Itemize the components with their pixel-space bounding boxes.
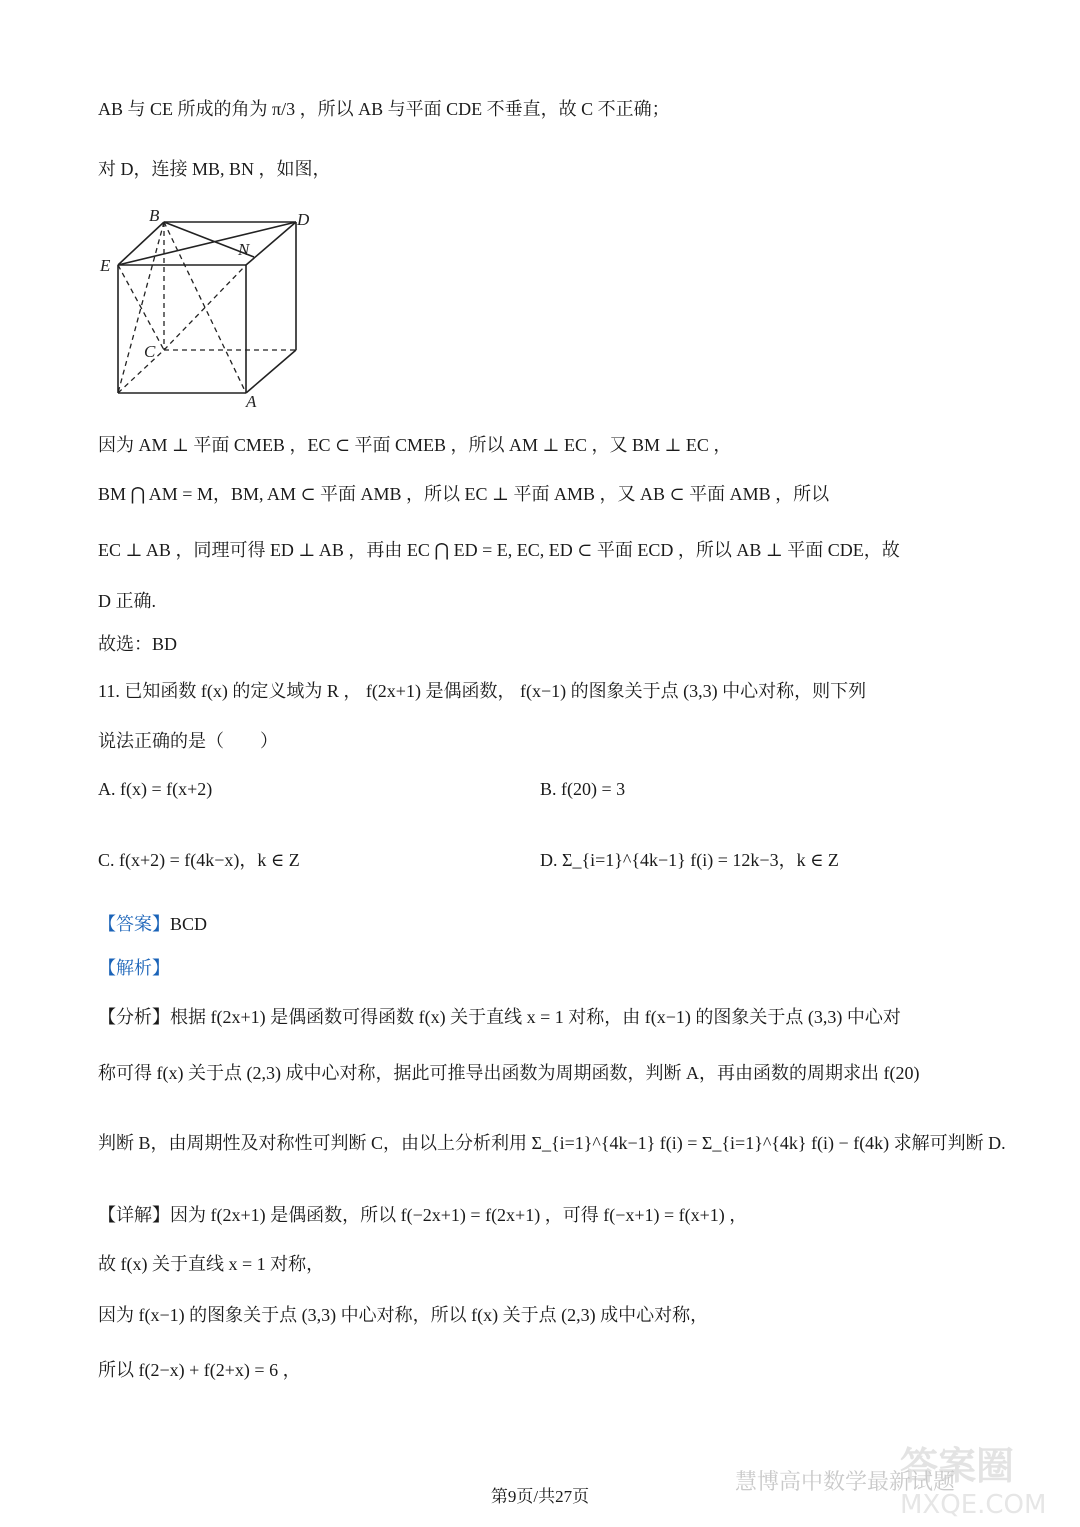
analysis-line: 称可得 f(x) 关于点 (2,3) 成中心对称，据此可推导出函数为周期函数，判断 A，再由函数的周期求出 f(20) <box>98 1063 920 1083</box>
detail-line <box>98 1202 747 1228</box>
option-d: D. Σ_{i=1}^{4k−1} f(i) = 12k−3，k ∈ Z <box>540 850 839 870</box>
analysis-tag: 【分析】 <box>98 1007 170 1027</box>
label-d: D <box>297 210 310 229</box>
analysis-line: 判断 B，由周期性及对称性可判断 C，由以上分析利用 Σ_{i=1}^{4k−1} f(i) = Σ_{i=1}^{4k} f(i) − f(4k) 求解可判断 D. <box>98 1133 1006 1153</box>
text-line: EC ⊥ AB ，同理可得 ED ⊥ AB ，再由 EC ⋂ ED = E, EC, ED ⊂ 平面 ECD ，所以 AB ⊥ 平面 CDE，故 <box>98 540 900 560</box>
text-line: AB 与 CE 所成的角为 π/3 ，所以 AB 与平面 CDE 不垂直，故 C 不正确； <box>98 99 670 119</box>
detail-line: 因为 f(x−1) 的图象关于点 (3,3) 中心对称，所以 f(x) 关于点 (2,3) 成中心对称， <box>98 1305 709 1325</box>
option-b: B. f(20) = 3 <box>540 779 626 799</box>
text-line: 因为 AM ⊥ 平面 CMEB ，EC ⊂ 平面 CMEB ，所以 AM ⊥ EC ，又 BM ⊥ EC ， <box>98 435 732 455</box>
analysis-line <box>98 1004 901 1030</box>
question-stem: 说法正确的是（ ） <box>98 731 278 751</box>
watermark-site: MXQE.COM <box>900 1490 1047 1520</box>
answer-line <box>98 911 207 937</box>
text-line: 对 D，连接 MB, BN ，如图， <box>98 159 331 179</box>
analysis-text: 根据 f(2x+1) 是偶函数可得函数 f(x) 关于直线 x = 1 对称，由 f(x−1) 的图象关于点 (3,3) 中心对 <box>170 1007 901 1027</box>
option-c: C. f(x+2) = f(4k−x)，k ∈ Z <box>98 850 300 870</box>
label-b: B <box>149 206 160 225</box>
cube-figure <box>96 205 326 415</box>
watermark-logo: 答案圈 <box>900 1444 1015 1488</box>
detail-text: 因为 f(2x+1) 是偶函数，所以 f(−2x+1) = f(2x+1) ，可得 f(−x+1) = f(x+1) ， <box>170 1205 748 1225</box>
watermark-account: 慧博高中数学最新试题 <box>735 1470 956 1495</box>
text-line: 故选：BD <box>98 634 178 654</box>
text-line: D 正确. <box>98 591 156 611</box>
answer-value: BCD <box>170 914 208 934</box>
option-a: A. f(x) = f(x+2) <box>98 779 213 799</box>
label-e: E <box>100 256 111 275</box>
label-n: N <box>238 240 250 259</box>
page-footer: 第9页/共27页 <box>490 1487 590 1506</box>
question-stem: 11. 已知函数 f(x) 的定义域为 R ， f(2x+1) 是偶函数， f(x−1) 的图象关于点 (3,3) 中心对称，则下列 <box>98 681 867 701</box>
text-line: BM ⋂ AM = M，BM, AM ⊂ 平面 AMB ，所以 EC ⊥ 平面 AMB ，又 AB ⊂ 平面 AMB ，所以 <box>98 484 830 504</box>
detail-line: 故 f(x) 关于直线 x = 1 对称， <box>98 1254 325 1274</box>
analysis-heading: 【解析】 <box>98 958 170 978</box>
detail-tag: 【详解】 <box>98 1205 170 1225</box>
label-a: A <box>246 392 257 411</box>
detail-line: 所以 f(2−x) + f(2+x) = 6 ， <box>98 1360 301 1380</box>
answer-tag: 【答案】 <box>98 914 170 934</box>
label-c: C <box>144 342 156 361</box>
